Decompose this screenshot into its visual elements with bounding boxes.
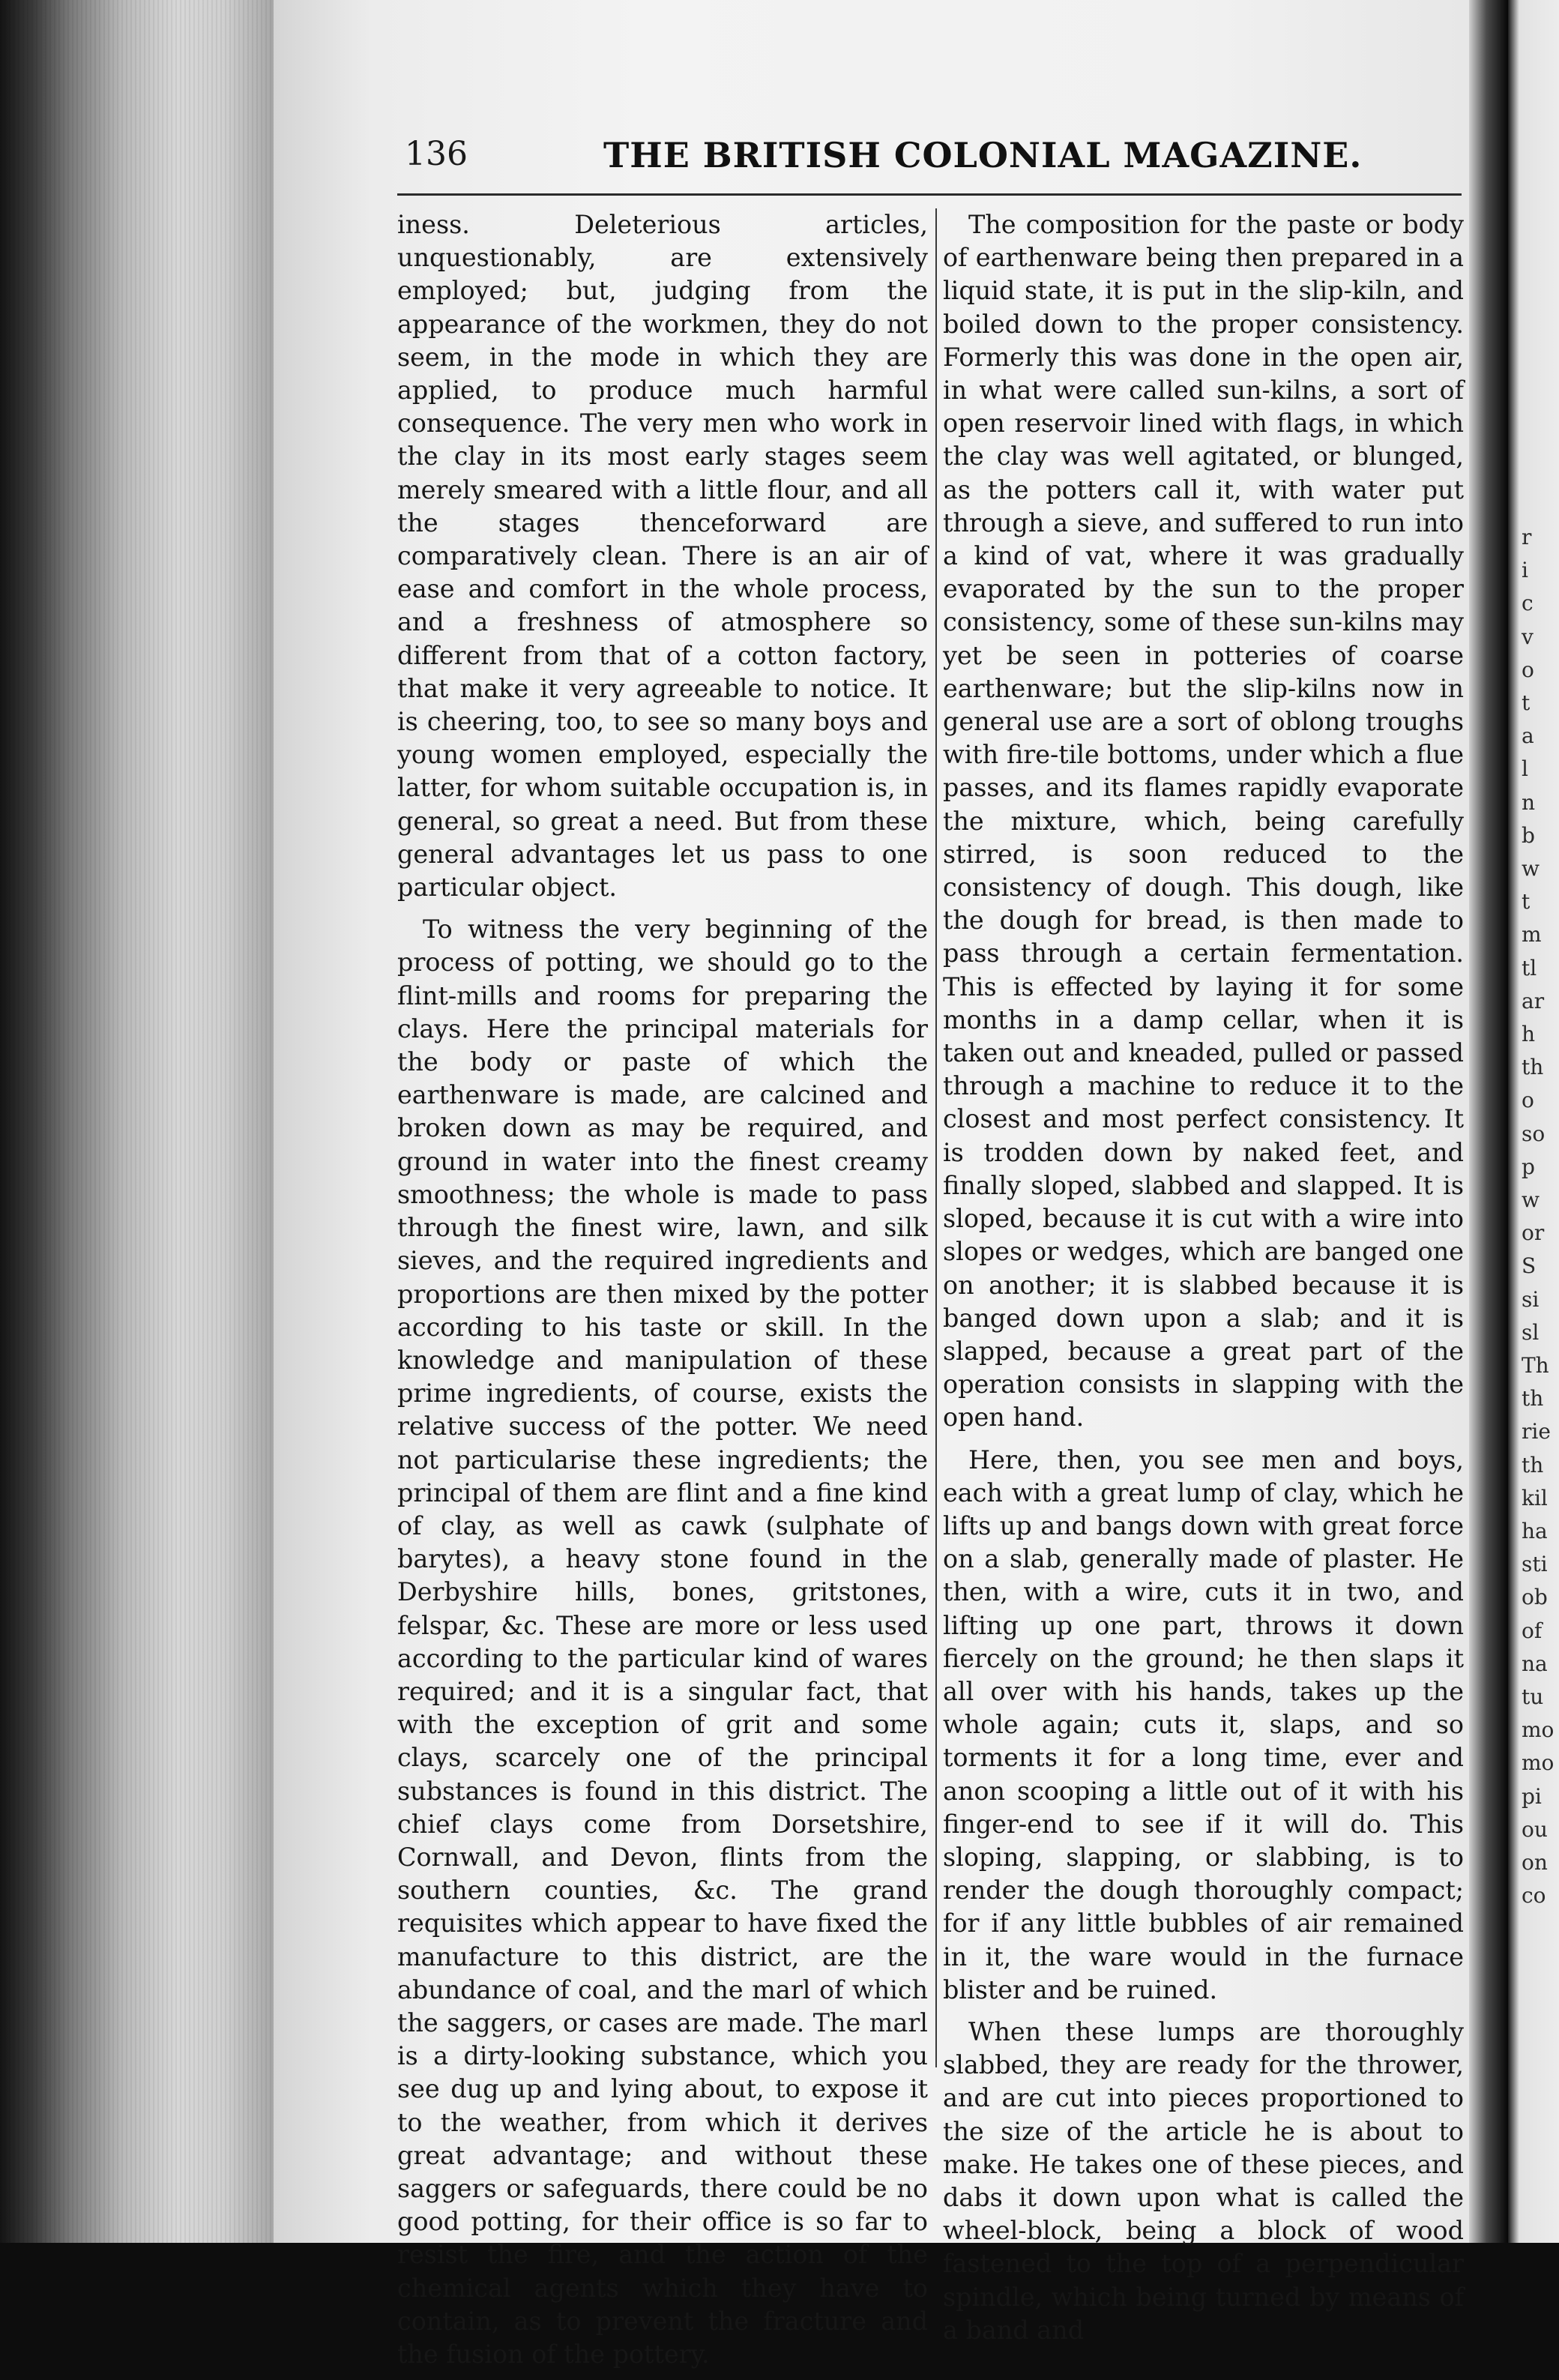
facing-page-text-fragment: mo — [1522, 1717, 1555, 1743]
page-number: 136 — [405, 135, 468, 173]
book-page-edges — [0, 0, 274, 2243]
facing-page-text-fragment: na — [1522, 1651, 1548, 1676]
paragraph: To witness the very beginning of the process of potting, we should go to the flint-mills and rooms for preparing the clays. Here the principal materials for the body or paste of which the earthenware is made, are calcined and broken down as may be required, and ground in water into the finest creamy smoothness; the whole is made to pass through the finest wire, lawn, and silk sieves, and the required ingredients and proportions are then mixed by the potter according to his taste or skill. In the knowledge and manipulation of these prime ingredients, of course, exists the relative success of the potter. We need not particularise these ingredients; the principal of them are flint and a fine kind of clay, as well as cawk (sulphate of barytes), a heavy stone found in the Derbyshire hills, bones, gritstones, felspar, &c. These are more or less used according to the particular kind of wares required; and it is a singular fact, that with the exception of grit and some clays, scarcely one of the principal substances is found in this district. The chief clays come from Dorsetshire, Cornwall, and Devon, flints from the southern counties, &c. The grand requisites which appear to have fixed the manufacture to this district, are the abundance of coal, and the marl of which the saggers, or cases are made. The marl is a dirty-looking substance, which you see dug up and lying about, to expose it to the weather, from which it derives great advantage; and without these saggers or safeguards, there could be no good potting, for their office is so far to resist the fire, and the action of the chemical agents which they have to contain, as to prevent the fracture and the fusion of the pottery. — [397, 915, 928, 2369]
facing-page-text-fragment: si — [1522, 1286, 1540, 1312]
facing-page-text-fragment: b — [1522, 822, 1535, 848]
facing-page-text-fragment: ob — [1522, 1585, 1548, 1610]
facing-page-text-fragment: l — [1522, 756, 1528, 782]
facing-page-text-fragment: ha — [1522, 1519, 1548, 1543]
facing-page-text-fragment: o — [1522, 657, 1534, 682]
facing-page-text-fragment: S — [1522, 1253, 1537, 1279]
header-rule — [397, 193, 1462, 196]
facing-page-text-fragment: on — [1522, 1850, 1548, 1875]
facing-page-text-fragment: tl — [1522, 955, 1537, 980]
right-column — [943, 208, 1464, 2356]
paragraph: Here, then, you see men and boys, each with a great lump of clay, which he lifts up and bangs down with great force on a slab, generally made of plaster. He then, with a wire, cuts it in two, and lifting up one part, throws it down fiercely on the ground; he then slaps it all over with his hands, takes up the whole again; cuts it, slaps, and so torments it for a long time, ever and anon scooping a little out of it with his finger-end to see if it will do. This sloping, slapping, or slabbing, is to render the dough thoroughly compact; for if any little bubbles of air remained in it, the ware would in the furnace blister and be ruined. — [943, 1444, 1464, 2004]
paragraph: When these lumps are thoroughly slabbed, they are ready for the thrower, and are cut into pieces proportioned to the size of the article he is about to make. He takes one of these pieces, and dabs it down upon what is called the wheel-block, being a block of wood fastened to the top of a perpendicular spindle, which being turned by means of a band and — [943, 2016, 1464, 2345]
facing-page-text-fragment: pi — [1522, 1783, 1542, 1809]
facing-page-text-fragment: ar — [1522, 988, 1545, 1013]
paragraph: The composition for the paste or body of earthenware being then prepared in a liquid state, it is put in the slip-kiln, and boiled down to the proper consistency. Formerly this was done in the open air, in what were called sun-kilns, a sort of open reservoir lined with flags, in which the clay was well agitated, or blunged, as the potters call it, with water put through a sieve, and suffered to run into a kind of vat, where it was gradually evaporated by the sun to the proper consistency, some of these sun-kilns may yet be seen in potteries of coarse earthenware; but the slip-kilns now in general use are a sort of oblong troughs with fire-tile bottoms, under which a flue passes, and its flames rapidly evaporate the mixture, which, being carefully stirred, is soon reduced to the consistency of dough. This dough, like the dough for bread, is then made to pass through a certain fermentation. This is effected by laying it for some months in a damp cellar, when it is taken out and kneaded, pulled or passed through a machine to reduce it to the closest and most perfect consistency. It is trodden down by naked feet, and finally sloped, slabbed and slapped. It is sloped, because it is cut with a wire into slopes or wedges, which are banged one on another; it is slabbed because it is banged down upon a slab; and it is slapped, because a great part of the operation consists in slapping with the open hand. — [943, 210, 1464, 1432]
facing-page-text-fragment: o — [1522, 1088, 1534, 1113]
facing-page-text-fragment: w — [1522, 856, 1540, 881]
column-divider — [935, 208, 937, 2067]
facing-page-text-fragment: kil — [1522, 1485, 1548, 1510]
facing-page-text-fragment: t — [1522, 690, 1531, 715]
facing-page-text-fragment: m — [1522, 922, 1542, 948]
facing-page-text-fragment: co — [1522, 1883, 1546, 1908]
facing-page-text-fragment: rie — [1522, 1419, 1551, 1444]
facing-page-text-fragment: tu — [1522, 1684, 1544, 1709]
facing-page-text-fragment: t — [1522, 889, 1531, 915]
facing-page-text-fragment: r — [1522, 525, 1532, 549]
facing-page-text-fragment: v — [1522, 624, 1534, 649]
facing-page-text-fragment: mo — [1522, 1750, 1555, 1776]
facing-page-text-fragment: i — [1522, 558, 1528, 583]
facing-page-text-fragment: n — [1522, 789, 1536, 815]
facing-page-text-fragment: or — [1522, 1220, 1545, 1246]
facing-page-text-fragment: so — [1522, 1121, 1546, 1146]
facing-page-text-fragment: Th — [1522, 1353, 1549, 1378]
facing-page-text-fragment: sti — [1522, 1552, 1548, 1577]
facing-page-text-fragment: of — [1522, 1618, 1543, 1643]
facing-page-text-fragment: sl — [1522, 1319, 1540, 1345]
facing-page-text-fragment: w — [1522, 1187, 1540, 1212]
running-title: THE BRITISH COLONIAL MAGAZINE. — [603, 135, 1363, 175]
facing-page-fragment — [1508, 0, 1559, 2243]
facing-page-text-fragment: h — [1522, 1022, 1536, 1046]
left-column — [397, 208, 928, 2380]
facing-page-text-fragment: c — [1522, 591, 1534, 616]
facing-page-text-fragment: th — [1522, 1452, 1544, 1477]
facing-page-text-fragment: th — [1522, 1386, 1544, 1412]
facing-page-text-fragment: th — [1522, 1055, 1544, 1080]
book-gutter — [1469, 0, 1508, 2243]
facing-page-text-fragment: a — [1522, 723, 1534, 749]
facing-page-text-fragment: p — [1522, 1154, 1535, 1179]
facing-page-text-fragment: ou — [1522, 1816, 1548, 1842]
running-header — [405, 135, 1469, 180]
paragraph: iness. Deleterious articles, unquestionably, are extensively employed; but, judging from the appearance of the workmen, they do not seem, in the mode in which they are applied, to produce much harmful consequence. The very men who work in the clay in its most early stages seem merely smeared with a little flour, and all the stages thenceforward are comparatively clean. There is an air of ease and comfort in the whole process, and a freshness of atmosphere so different from that of a cotton factory, that make it very agreeable to notice. It is cheering, too, to see so many boys and young women employed, especially the latter, for whom suitable occupation is, in general, so great a need. But from these general advantages let us pass to one particular object. — [397, 210, 928, 903]
